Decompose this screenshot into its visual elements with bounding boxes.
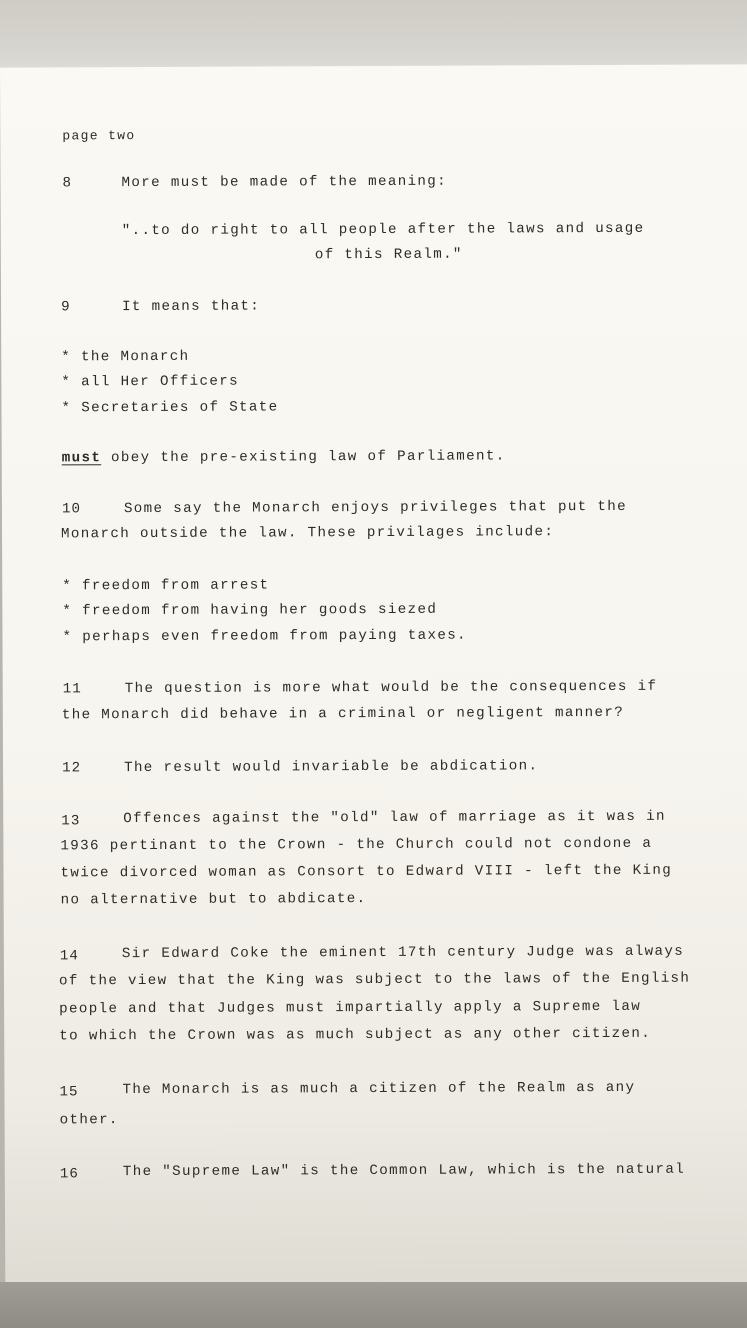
paragraph-number: 9	[61, 299, 71, 316]
bullet-item: * perhaps even freedom from paying taxes.	[62, 627, 467, 646]
paragraph-line: 1936 pertinant to the Crown - the Church could not condone a	[60, 835, 653, 855]
paragraph-number: 14	[59, 948, 79, 965]
document-page	[0, 64, 747, 1289]
bullet-item: * Secretaries of State	[61, 399, 279, 417]
background-surface	[0, 1282, 747, 1328]
paragraph-line: no alternative but to abdicate.	[60, 891, 367, 909]
paragraph-line: other.	[59, 1112, 119, 1129]
quote-line: of this Realm."	[314, 246, 463, 264]
paragraph-line: people and that Judges must impartially apply a Supreme law	[59, 998, 642, 1018]
page-label: page two	[62, 128, 136, 144]
bullet-item: * the Monarch	[61, 348, 190, 366]
paragraph-line: Sir Edward Coke the eminent 17th century Judge was always	[121, 943, 685, 963]
bullet-item: * freedom from arrest	[62, 577, 270, 595]
paragraph-line: the Monarch did behave in a criminal or negligent manner?	[61, 704, 625, 724]
paragraph-line: The "Supreme Law" is the Common Law, which is the natural	[122, 1161, 686, 1181]
paragraph-number: 13	[61, 813, 81, 830]
bullet-item: * freedom from having her goods siezed	[62, 601, 438, 620]
paragraph-line: must obey the pre-existing law of Parliament.	[61, 448, 506, 467]
paragraph-line: Some say the Monarch enjoys privileges that put the	[123, 498, 628, 518]
paragraph-number: 8	[62, 175, 73, 192]
paragraph-line: The question is more what would be the consequences if	[124, 678, 658, 698]
quote-line: "..to do right to all people after the laws and usage	[121, 220, 645, 240]
paragraph-number: 16	[59, 1166, 79, 1183]
paragraph-line: Monarch outside the law. These privilages include:	[61, 524, 555, 543]
underlined-word: must	[61, 450, 102, 467]
paragraph-number: 12	[62, 760, 82, 777]
paragraph-line: The Monarch is as much a citizen of the Realm as any	[122, 1079, 636, 1099]
paragraph-line: It means that:	[122, 298, 261, 316]
paragraph-line: Offences against the "old" law of marriage as it was in	[123, 808, 666, 828]
paragraph-line: twice divorced woman as Consort to Edward VIII - left the King	[60, 862, 673, 882]
paragraph-number: 11	[62, 681, 82, 698]
paragraph-line: The result would invariable be abdication.	[124, 758, 539, 777]
paragraph-line: of the view that the King was subject to the laws of the English	[58, 970, 691, 990]
paragraph-number: 15	[59, 1084, 79, 1101]
bullet-item: * all Her Officers	[61, 373, 239, 391]
paragraph-line: to which the Crown was as much subject as any other citizen.	[59, 1025, 652, 1045]
paragraph-number: 10	[61, 501, 81, 518]
paragraph-line: More must be made of the meaning:	[121, 173, 448, 192]
